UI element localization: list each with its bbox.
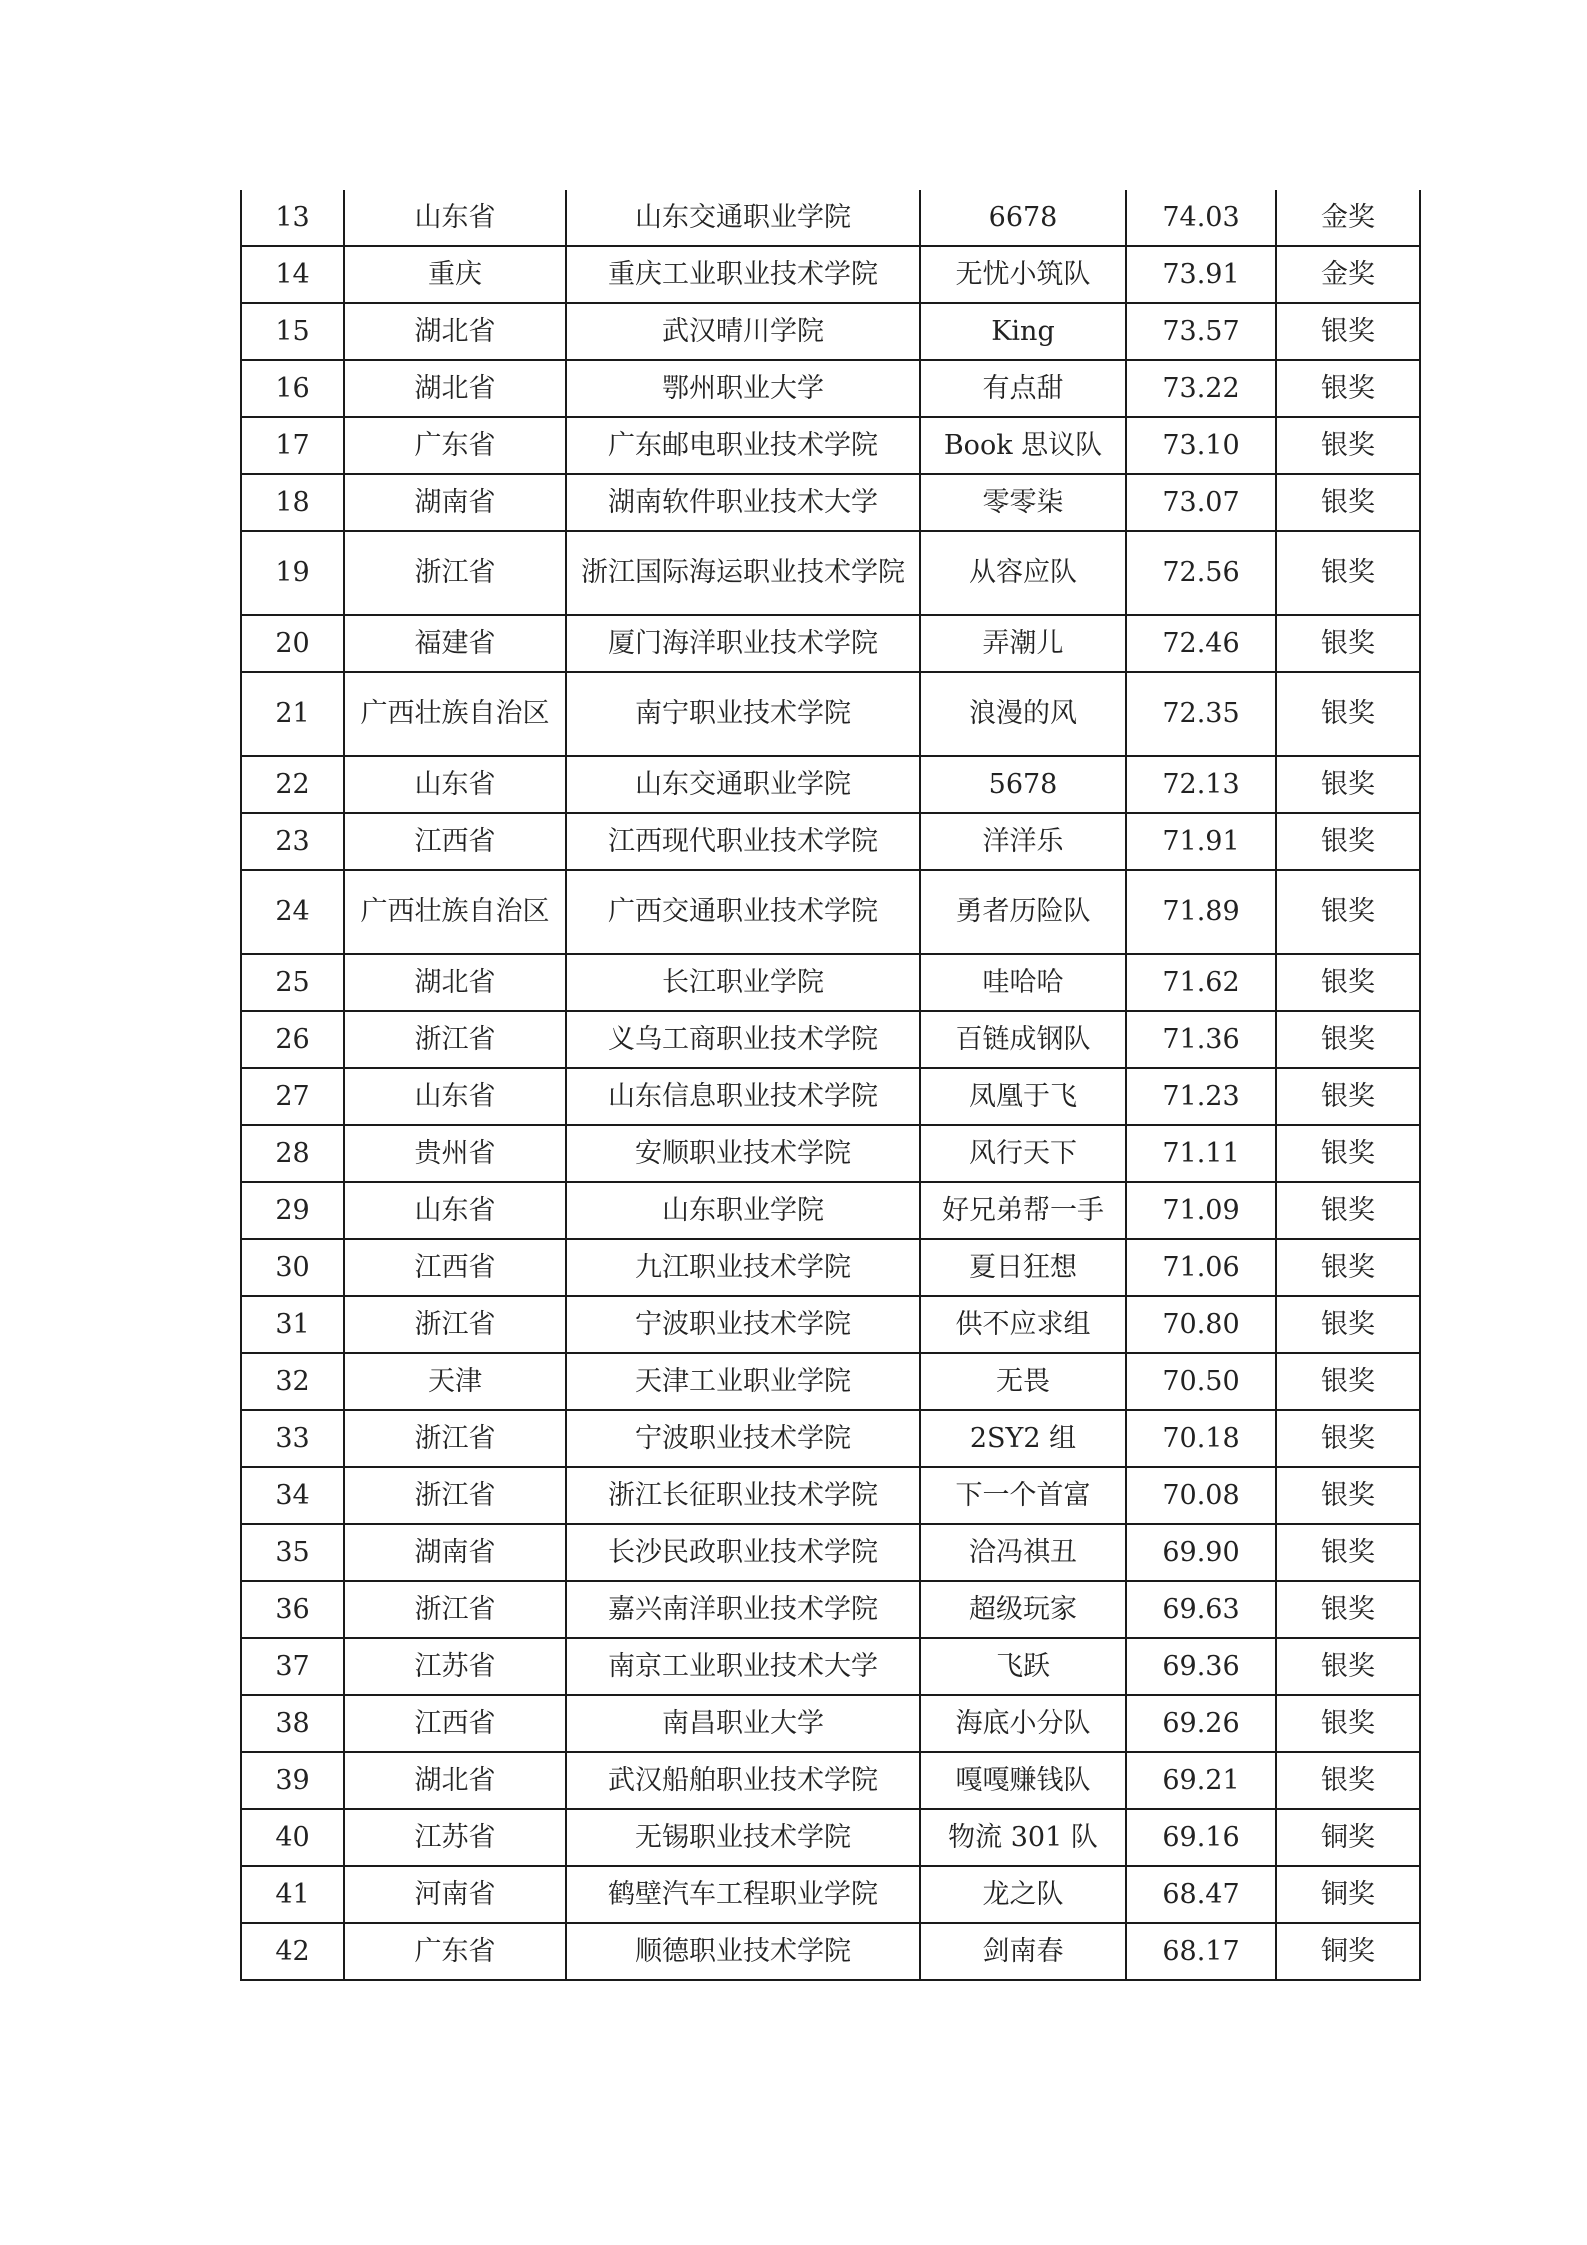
table-row — [241, 1638, 1420, 1695]
province-cell: 河南省 — [344, 1866, 566, 1923]
award-cell: 银奖 — [1276, 474, 1420, 531]
rank-cell: 15 — [241, 303, 344, 360]
score-cell: 69.26 — [1126, 1695, 1276, 1752]
province-cell: 浙江省 — [344, 1296, 566, 1353]
score-cell: 68.17 — [1126, 1923, 1276, 1980]
score-cell: 73.91 — [1126, 246, 1276, 303]
score-cell: 71.06 — [1126, 1239, 1276, 1296]
rank-cell: 16 — [241, 360, 344, 417]
award-cell: 金奖 — [1276, 246, 1420, 303]
school-cell: 南京工业职业技术大学 — [566, 1638, 920, 1695]
province-cell: 广西壮族自治区 — [344, 870, 566, 954]
team-cell: 夏日狂想 — [920, 1239, 1126, 1296]
province-cell: 天津 — [344, 1353, 566, 1410]
score-cell: 70.50 — [1126, 1353, 1276, 1410]
province-cell: 浙江省 — [344, 1467, 566, 1524]
award-cell: 银奖 — [1276, 1410, 1420, 1467]
rank-cell: 33 — [241, 1410, 344, 1467]
table-row — [241, 615, 1420, 672]
award-cell: 金奖 — [1276, 190, 1420, 246]
school-cell: 浙江长征职业技术学院 — [566, 1467, 920, 1524]
table-row — [241, 417, 1420, 474]
score-cell: 71.09 — [1126, 1182, 1276, 1239]
rank-cell: 19 — [241, 531, 344, 615]
award-cell: 银奖 — [1276, 1182, 1420, 1239]
team-cell: Book 思议队 — [920, 417, 1126, 474]
province-cell: 山东省 — [344, 1068, 566, 1125]
province-cell: 江西省 — [344, 813, 566, 870]
school-cell: 长沙民政职业技术学院 — [566, 1524, 920, 1581]
rank-cell: 31 — [241, 1296, 344, 1353]
table-row — [241, 672, 1420, 756]
province-cell: 浙江省 — [344, 531, 566, 615]
score-cell: 70.18 — [1126, 1410, 1276, 1467]
score-cell: 71.89 — [1126, 870, 1276, 954]
school-cell: 山东交通职业学院 — [566, 190, 920, 246]
rank-cell: 39 — [241, 1752, 344, 1809]
rank-cell: 21 — [241, 672, 344, 756]
school-cell: 安顺职业技术学院 — [566, 1125, 920, 1182]
score-cell: 74.03 — [1126, 190, 1276, 246]
rank-cell: 34 — [241, 1467, 344, 1524]
table-row — [241, 1524, 1420, 1581]
team-cell: 2SY2 组 — [920, 1410, 1126, 1467]
score-cell: 71.91 — [1126, 813, 1276, 870]
team-cell: 供不应求组 — [920, 1296, 1126, 1353]
table-row — [241, 303, 1420, 360]
table-row — [241, 1809, 1420, 1866]
table-row — [241, 474, 1420, 531]
rank-cell: 20 — [241, 615, 344, 672]
team-cell: 洽冯祺丑 — [920, 1524, 1126, 1581]
team-cell: 海底小分队 — [920, 1695, 1126, 1752]
table-row — [241, 1923, 1420, 1980]
award-cell: 银奖 — [1276, 417, 1420, 474]
table-row — [241, 1125, 1420, 1182]
table-row — [241, 1695, 1420, 1752]
team-cell: 5678 — [920, 756, 1126, 813]
award-cell: 银奖 — [1276, 1068, 1420, 1125]
team-cell: 洋洋乐 — [920, 813, 1126, 870]
school-cell: 山东信息职业技术学院 — [566, 1068, 920, 1125]
score-cell: 73.07 — [1126, 474, 1276, 531]
team-cell: 百链成钢队 — [920, 1011, 1126, 1068]
rank-cell: 38 — [241, 1695, 344, 1752]
score-cell: 73.22 — [1126, 360, 1276, 417]
score-cell: 69.90 — [1126, 1524, 1276, 1581]
award-cell: 银奖 — [1276, 1125, 1420, 1182]
team-cell: 龙之队 — [920, 1866, 1126, 1923]
team-cell: 物流 301 队 — [920, 1809, 1126, 1866]
school-cell: 九江职业技术学院 — [566, 1239, 920, 1296]
team-cell: 有点甜 — [920, 360, 1126, 417]
award-cell: 银奖 — [1276, 1695, 1420, 1752]
score-cell: 73.57 — [1126, 303, 1276, 360]
award-cell: 银奖 — [1276, 1239, 1420, 1296]
school-cell: 湖南软件职业技术大学 — [566, 474, 920, 531]
rank-cell: 14 — [241, 246, 344, 303]
team-cell: 嘎嘎赚钱队 — [920, 1752, 1126, 1809]
rank-cell: 29 — [241, 1182, 344, 1239]
team-cell: 无忧小筑队 — [920, 246, 1126, 303]
team-cell: King — [920, 303, 1126, 360]
rank-cell: 35 — [241, 1524, 344, 1581]
score-cell: 71.62 — [1126, 954, 1276, 1011]
province-cell: 贵州省 — [344, 1125, 566, 1182]
school-cell: 南宁职业技术学院 — [566, 672, 920, 756]
score-cell: 73.10 — [1126, 417, 1276, 474]
team-cell: 勇者历险队 — [920, 870, 1126, 954]
province-cell: 江西省 — [344, 1695, 566, 1752]
award-cell: 银奖 — [1276, 303, 1420, 360]
school-cell: 鄂州职业大学 — [566, 360, 920, 417]
rank-cell: 18 — [241, 474, 344, 531]
award-cell: 铜奖 — [1276, 1866, 1420, 1923]
team-cell: 超级玩家 — [920, 1581, 1126, 1638]
table-row — [241, 360, 1420, 417]
school-cell: 天津工业职业学院 — [566, 1353, 920, 1410]
team-cell: 凤凰于飞 — [920, 1068, 1126, 1125]
rank-cell: 26 — [241, 1011, 344, 1068]
rank-cell: 25 — [241, 954, 344, 1011]
score-cell: 71.11 — [1126, 1125, 1276, 1182]
award-cell: 银奖 — [1276, 672, 1420, 756]
team-cell: 好兄弟帮一手 — [920, 1182, 1126, 1239]
team-cell: 从容应队 — [920, 531, 1126, 615]
school-cell: 山东职业学院 — [566, 1182, 920, 1239]
table-row — [241, 813, 1420, 870]
province-cell: 湖北省 — [344, 360, 566, 417]
rank-cell: 13 — [241, 190, 344, 246]
team-cell: 无畏 — [920, 1353, 1126, 1410]
province-cell: 江苏省 — [344, 1809, 566, 1866]
award-cell: 银奖 — [1276, 954, 1420, 1011]
rank-cell: 17 — [241, 417, 344, 474]
score-cell: 70.80 — [1126, 1296, 1276, 1353]
team-cell: 风行天下 — [920, 1125, 1126, 1182]
school-cell: 嘉兴南洋职业技术学院 — [566, 1581, 920, 1638]
team-cell: 剑南春 — [920, 1923, 1126, 1980]
rank-cell: 41 — [241, 1866, 344, 1923]
score-cell: 70.08 — [1126, 1467, 1276, 1524]
rank-cell: 40 — [241, 1809, 344, 1866]
province-cell: 湖北省 — [344, 303, 566, 360]
table-row — [241, 756, 1420, 813]
score-cell: 71.36 — [1126, 1011, 1276, 1068]
province-cell: 浙江省 — [344, 1011, 566, 1068]
rank-cell: 30 — [241, 1239, 344, 1296]
award-cell: 银奖 — [1276, 870, 1420, 954]
award-cell: 银奖 — [1276, 1296, 1420, 1353]
province-cell: 重庆 — [344, 246, 566, 303]
school-cell: 南昌职业大学 — [566, 1695, 920, 1752]
province-cell: 广东省 — [344, 1923, 566, 1980]
school-cell: 鹤壁汽车工程职业学院 — [566, 1866, 920, 1923]
province-cell: 浙江省 — [344, 1410, 566, 1467]
team-cell: 浪漫的风 — [920, 672, 1126, 756]
table-row — [241, 1410, 1420, 1467]
school-cell: 长江职业学院 — [566, 954, 920, 1011]
rank-cell: 24 — [241, 870, 344, 954]
school-cell: 宁波职业技术学院 — [566, 1410, 920, 1467]
award-cell: 铜奖 — [1276, 1923, 1420, 1980]
rank-cell: 27 — [241, 1068, 344, 1125]
province-cell: 江西省 — [344, 1239, 566, 1296]
province-cell: 江苏省 — [344, 1638, 566, 1695]
score-cell: 71.23 — [1126, 1068, 1276, 1125]
award-cell: 银奖 — [1276, 1638, 1420, 1695]
award-cell: 银奖 — [1276, 1011, 1420, 1068]
rank-cell: 42 — [241, 1923, 344, 1980]
score-cell: 68.47 — [1126, 1866, 1276, 1923]
province-cell: 山东省 — [344, 1182, 566, 1239]
school-cell: 无锡职业技术学院 — [566, 1809, 920, 1866]
school-cell: 厦门海洋职业技术学院 — [566, 615, 920, 672]
province-cell: 山东省 — [344, 190, 566, 246]
score-cell: 69.16 — [1126, 1809, 1276, 1866]
award-cell: 银奖 — [1276, 1581, 1420, 1638]
province-cell: 山东省 — [344, 756, 566, 813]
score-cell: 69.63 — [1126, 1581, 1276, 1638]
score-cell: 72.56 — [1126, 531, 1276, 615]
table-row — [241, 1866, 1420, 1923]
award-cell: 银奖 — [1276, 531, 1420, 615]
results-table-body — [241, 190, 1420, 1980]
table-row — [241, 870, 1420, 954]
province-cell: 湖北省 — [344, 954, 566, 1011]
rank-cell: 32 — [241, 1353, 344, 1410]
school-cell: 顺德职业技术学院 — [566, 1923, 920, 1980]
score-cell: 69.21 — [1126, 1752, 1276, 1809]
table-row — [241, 954, 1420, 1011]
school-cell: 武汉晴川学院 — [566, 303, 920, 360]
score-cell: 72.35 — [1126, 672, 1276, 756]
team-cell: 哇哈哈 — [920, 954, 1126, 1011]
table-row — [241, 246, 1420, 303]
province-cell: 广东省 — [344, 417, 566, 474]
table-row — [241, 1467, 1420, 1524]
school-cell: 江西现代职业技术学院 — [566, 813, 920, 870]
school-cell: 广西交通职业技术学院 — [566, 870, 920, 954]
table-row — [241, 190, 1420, 246]
table-row — [241, 1296, 1420, 1353]
table-row — [241, 531, 1420, 615]
rank-cell: 23 — [241, 813, 344, 870]
award-cell: 银奖 — [1276, 1524, 1420, 1581]
table-row — [241, 1353, 1420, 1410]
province-cell: 福建省 — [344, 615, 566, 672]
team-cell: 飞跃 — [920, 1638, 1126, 1695]
rank-cell: 37 — [241, 1638, 344, 1695]
team-cell: 弄潮儿 — [920, 615, 1126, 672]
province-cell: 湖南省 — [344, 1524, 566, 1581]
rank-cell: 36 — [241, 1581, 344, 1638]
province-cell: 湖南省 — [344, 474, 566, 531]
school-cell: 浙江国际海运职业技术学院 — [566, 531, 920, 615]
school-cell: 山东交通职业学院 — [566, 756, 920, 813]
score-cell: 72.13 — [1126, 756, 1276, 813]
award-cell: 铜奖 — [1276, 1809, 1420, 1866]
table-row — [241, 1239, 1420, 1296]
award-cell: 银奖 — [1276, 1752, 1420, 1809]
award-cell: 银奖 — [1276, 756, 1420, 813]
province-cell: 湖北省 — [344, 1752, 566, 1809]
school-cell: 义乌工商职业技术学院 — [566, 1011, 920, 1068]
school-cell: 重庆工业职业技术学院 — [566, 246, 920, 303]
results-table — [240, 190, 1421, 1981]
team-cell: 零零柒 — [920, 474, 1126, 531]
team-cell: 下一个首富 — [920, 1467, 1126, 1524]
table-row — [241, 1068, 1420, 1125]
award-cell: 银奖 — [1276, 1353, 1420, 1410]
table-row — [241, 1011, 1420, 1068]
rank-cell: 28 — [241, 1125, 344, 1182]
table-row — [241, 1581, 1420, 1638]
table-row — [241, 1182, 1420, 1239]
table-row — [241, 1752, 1420, 1809]
award-cell: 银奖 — [1276, 1467, 1420, 1524]
award-cell: 银奖 — [1276, 813, 1420, 870]
school-cell: 武汉船舶职业技术学院 — [566, 1752, 920, 1809]
school-cell: 宁波职业技术学院 — [566, 1296, 920, 1353]
award-cell: 银奖 — [1276, 360, 1420, 417]
rank-cell: 22 — [241, 756, 344, 813]
province-cell: 浙江省 — [344, 1581, 566, 1638]
province-cell: 广西壮族自治区 — [344, 672, 566, 756]
score-cell: 72.46 — [1126, 615, 1276, 672]
team-cell: 6678 — [920, 190, 1126, 246]
award-cell: 银奖 — [1276, 615, 1420, 672]
school-cell: 广东邮电职业技术学院 — [566, 417, 920, 474]
score-cell: 69.36 — [1126, 1638, 1276, 1695]
